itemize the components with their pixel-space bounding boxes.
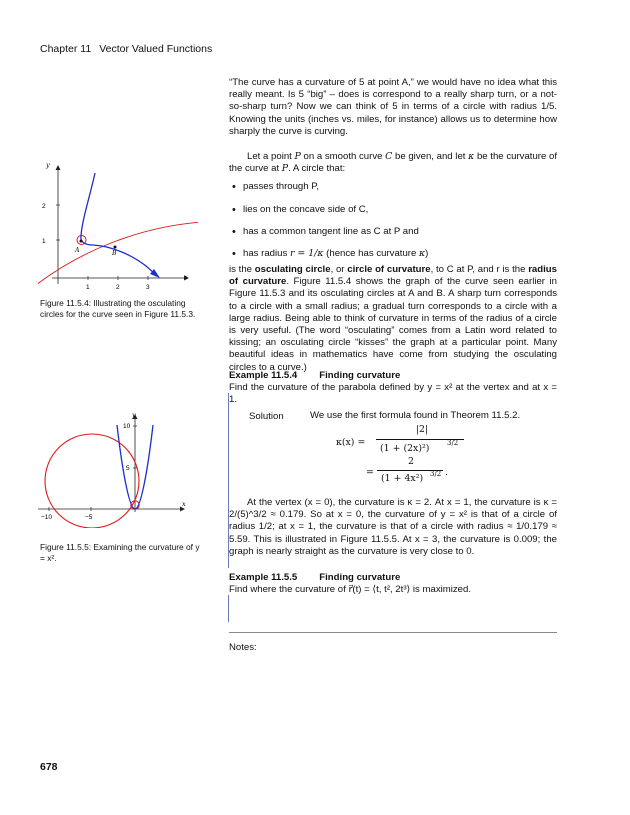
y-tick-label: 5 [126, 465, 130, 472]
x-tick-label: −10 [41, 514, 53, 521]
example-11-5-4 [229, 370, 557, 407]
formula-num1: |2| [415, 424, 429, 435]
osculating-paragraph: is the osculating circle, or circle of curvature, to C at P, and r is the radius of curvature. Figure 11.5.4 shows the graph of the curve seen earlier in Figure 11.5.3 and its osculating circles at A and B. A sharp turn corresponds to a circle with a small radius; a gradual turn corresponds to a circle with a large radius. Being able to think of curvature in terms of the radius of a circle is very useful. (The word “osculating” comes from a Latin word related to kissing; an osculating circle “kisses” the graph at a particular point. Many beautiful ideas in mathematics have come from studying the osculating circles to a curve.) [229, 264, 558, 373]
formula-num2: 2 [408, 456, 414, 467]
list-item: • has a common tangent line as C at P and [243, 226, 557, 238]
x-tick-label: 1 [86, 284, 90, 291]
y-axis-label: y [132, 411, 136, 419]
formula-lhs: κ(x) = [336, 437, 366, 448]
figure-11-5-5-caption: Figure 11.5.5: Examining the curvature of y = x². [40, 542, 200, 563]
formula-den2: (1 + 4x²) [381, 473, 424, 484]
figure-curvature-parabola [30, 408, 200, 528]
y-axis-arrow [56, 165, 61, 170]
y-tick-label: 2 [42, 203, 46, 210]
circle-conditions-list [229, 181, 557, 260]
formula-eq: = [366, 467, 374, 478]
curve [81, 173, 154, 273]
x-tick-label: −5 [85, 514, 93, 521]
formula-exp2: 3/2 [430, 470, 442, 478]
example-title: Example 11.5.5 Finding curvature [229, 572, 401, 583]
running-header [40, 43, 212, 55]
notes-divider [229, 632, 557, 633]
example-title: Example 11.5.4 Finding curvature [229, 370, 401, 381]
x-axis-label: x [184, 273, 188, 281]
notes-label: Notes: [229, 642, 257, 653]
chapter-label: Chapter 11 [40, 43, 92, 55]
example-statement: Find where the curvature of r⃗(t) = ⟨t, t², 2t³⟩ is maximized. [229, 584, 472, 596]
y-tick-label: 10 [123, 423, 131, 430]
point-a-marker [80, 240, 83, 243]
formula-exp1: 3/2 [447, 439, 459, 447]
point-b-marker [114, 246, 117, 249]
example-statement: Find the curvature of the parabola defined by y = x² at the vertex and at x = 1. [229, 382, 557, 406]
x-tick-label: 2 [116, 284, 120, 291]
list-item: • passes through P, [243, 181, 557, 193]
x-tick-label: 3 [146, 284, 150, 291]
y-tick-label: 1 [42, 238, 46, 245]
list-item: • has radius r = 1/κ (hence has curvature κ) [243, 248, 557, 260]
definition-paragraph: Let a point P on a smooth curve C be given, and let κ be the curvature of the curve at P. A circle that: [229, 151, 557, 175]
y-axis-label: y [46, 161, 50, 169]
list-item: • lies on the concave side of C, [243, 204, 557, 216]
formula-period: . [445, 467, 448, 478]
figure-11-5-4-caption: Figure 11.5.4: Illustrating the osculating circles for the curve seen in Figure 11.5.3. [40, 298, 196, 319]
x-axis-label: x [182, 500, 186, 508]
intro-paragraph: “The curve has a curvature of 5 at point A,” we would have no idea what this really meant. Is 5 “big” – does is correspond to a really sharp turn, or a not-so-sharp turn? Now we can think of 5 in terms of a circle with radius 1/5. Knowing the units (inches vs. miles, for instance) allows us to determine how sharply the curve is curving. [229, 77, 557, 137]
point-a-label: A [75, 247, 80, 254]
example-rule [228, 595, 229, 622]
formula-den1: (1 + (2x)²) [380, 443, 430, 454]
example-11-5-5 [229, 572, 557, 596]
definition-block [229, 151, 557, 270]
point-b-label: B [112, 250, 117, 257]
solution-label: Solution [249, 411, 284, 422]
page-number: 678 [40, 761, 58, 773]
solution-intro: We use the first formula found in Theorem 11.5.2. [310, 410, 521, 421]
solution-conclusion: At the vertex (x = 0), the curvature is κ = 2. At x = 1, the curvature is κ = 2/(5)^3/2 ≈ 0.179. So at x = 0, the curvature of y = x² is that of a circle of radius 1/2; at x = 1, the curvature is that of a circle with radius ≈ 1/0.179 ≈ 5.59. This is illustrated in Figure 11.5.5. At x = 3, the curvature is 0.009; the graph is nearly straight as the curvature is very close to 0. [229, 497, 557, 557]
chapter-title: Vector Valued Functions [99, 43, 213, 55]
osculating-circle-b [38, 221, 198, 293]
figure-osculating-circles [38, 158, 198, 293]
